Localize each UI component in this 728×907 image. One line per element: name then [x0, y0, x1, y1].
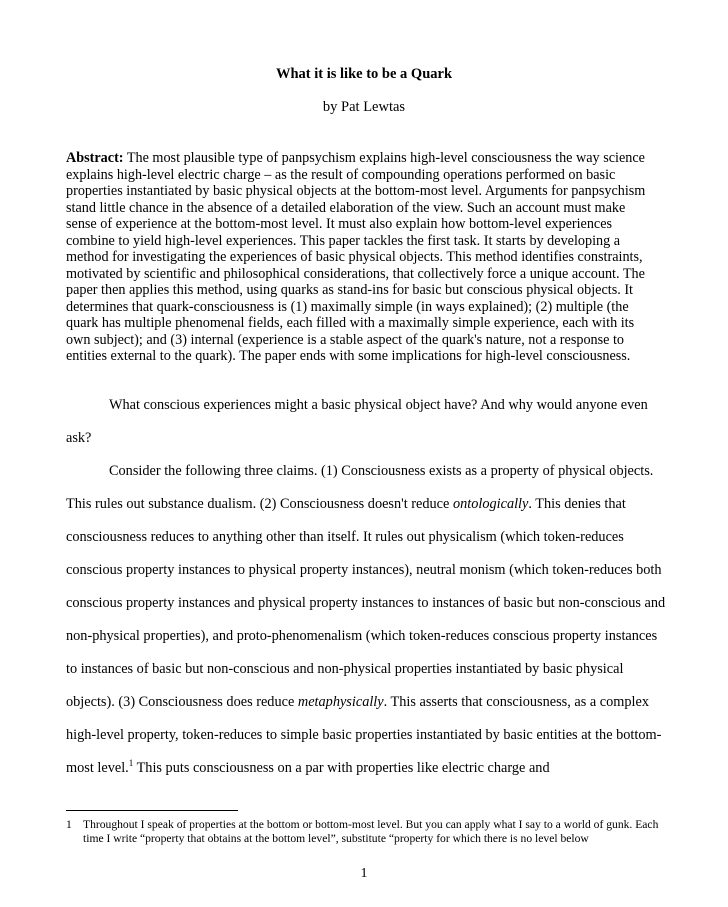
paper-title: What it is like to be a Quark	[275, 66, 453, 82]
footnote-number: 1	[66, 818, 72, 831]
body-paragraph-2-part-c: . This asserts that consciousness, as a complex high-level property, token-reduces to simple basic properties instantiated by basic entities at the bottom-most level.	[66, 694, 662, 776]
footnote-separator	[66, 810, 238, 811]
body-paragraph-1	[66, 389, 666, 455]
body-paragraph-2-part-b: . This denies that consciousness reduces to anything other than itself. It rules out physicalism (which token-reduces conscious property instances to physical property instances), neutral monism (which token-reduces both conscious property instances and physical property instances to instances of basic but non-conscious and non-physical properties), and proto-phenomenalism (which token-reduces conscious property instances to instances of basic but non-conscious and non-physical properties instantiated by basic physical objects). (3) Consciousness does reduce	[66, 496, 666, 710]
footnote-1	[66, 818, 666, 846]
body-paragraph-2-part-d: This puts consciousness on a par with properties like electric charge and	[133, 760, 550, 776]
abstract	[66, 150, 659, 365]
body-paragraph-1-text: What conscious experiences might a basic physical object have? And why would anyone even ask?	[66, 397, 648, 446]
abstract-text: The most plausible type of panpsychism explains high-level consciousness the way science explains high-level electric charge – as the result of compounding operations performed on basic properties instantiated by basic physical objects at the bottom-most level. Arguments for panpsychism stand little chance in the absence of a detailed elaboration of the view. Such an account must make sense of experience at the bottom-most level. It must also explain how bottom-level experiences combine to yield high-level experiences. This paper tackles the first task. It starts by developing a method for investigating the experiences of basic physical objects. This method identifies constraints, motivated by scientific and philosophical considerations, that collectively force a unique account. The paper then applies this method, using quarks as stand-ins for basic but conscious physical objects. It determines that quark-consciousness is (1) maximally simple (in ways explained); (2) multiple (the quark has multiple phenomenal fields, each filled with a maximally simple experience, each with its own subject); and (3) internal (experience is a stable aspect of the quark's nature, not a response to entities external to the quark). The paper ends with some implications for high-level consciousness.	[66, 150, 646, 364]
footnote-text: Throughout I speak of properties at the bottom or bottom-most level. But you can apply what I say to a world of gunk. Each time I write “property that obtains at the bottom level”, substitute “property for which there is no level below	[83, 818, 659, 845]
page-number: 1	[360, 866, 368, 881]
emphasis-ontologically: ontologically	[452, 496, 529, 512]
paper-author: by Pat Lewtas	[322, 99, 406, 115]
body-paragraph-2-part-a: Consider the following three claims. (1) Consciousness exists as a property of physical objects. This rules out substance dualism. (2) Consciousness doesn't reduce	[66, 463, 654, 512]
body-paragraph-2	[66, 455, 666, 785]
emphasis-metaphysically: metaphysically	[297, 694, 384, 710]
abstract-label: Abstract:	[66, 150, 124, 166]
body-text	[66, 389, 666, 785]
footnote-ref-1[interactable]: 1	[128, 758, 134, 769]
